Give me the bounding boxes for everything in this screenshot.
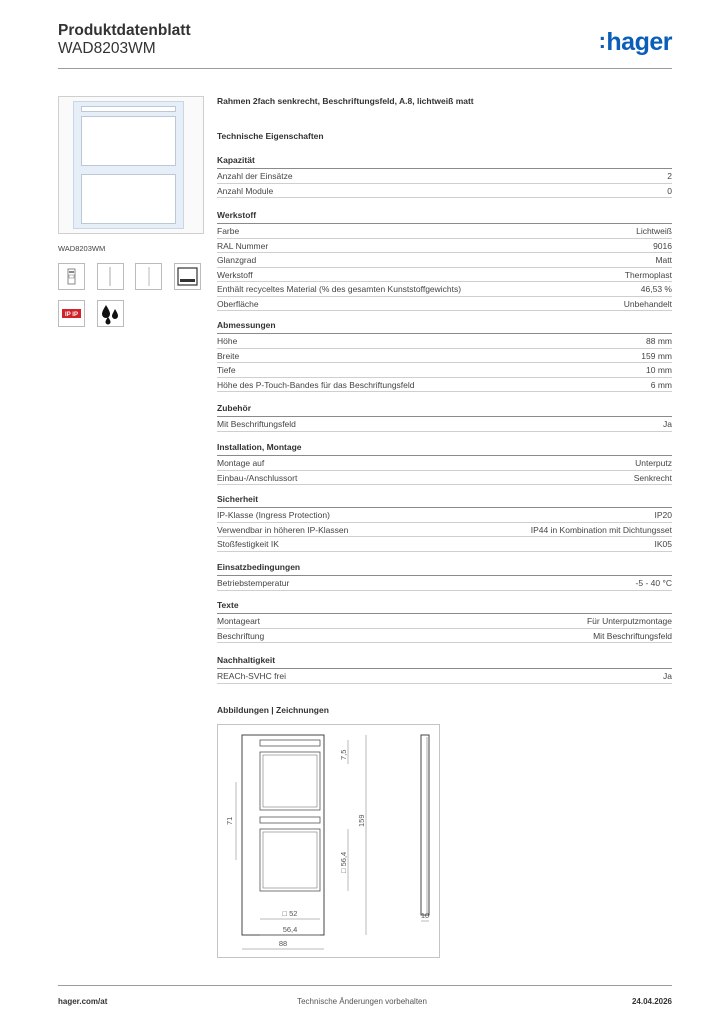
dim-label-88: 88 — [278, 939, 288, 948]
property-row — [217, 471, 672, 486]
hager-logo — [599, 28, 672, 57]
property-label: Stoßfestigkeit IK — [217, 539, 279, 549]
logo-colon-icon: : — [598, 28, 606, 53]
section-title: Kapazität — [217, 155, 672, 169]
property-value: 2 — [667, 171, 672, 181]
section-8 — [217, 655, 672, 684]
property-value: 6 mm — [650, 379, 672, 390]
property-label: IP-Klasse (Ingress Protection) — [217, 510, 330, 520]
property-value: Für Unterputzmontage — [586, 616, 672, 626]
section-3 — [217, 403, 672, 432]
section-1 — [217, 210, 672, 311]
property-row — [217, 537, 672, 552]
property-row — [217, 239, 672, 254]
property-label: Enthält recyceltes Material (% des gesamten Kunststoffgewichts) — [217, 284, 462, 294]
property-value: 0 — [667, 185, 672, 196]
property-value: 88 mm — [646, 336, 672, 346]
property-label: Höhe — [217, 336, 238, 346]
footer-divider — [58, 985, 672, 986]
property-row — [217, 669, 672, 684]
property-row — [217, 614, 672, 629]
water-drops-icon — [97, 300, 124, 327]
property-label: Tiefe — [217, 365, 236, 375]
property-label: Breite — [217, 350, 240, 361]
property-row — [217, 378, 672, 393]
dimension-drawing — [218, 725, 441, 959]
section-title: Sicherheit — [217, 494, 672, 508]
property-row — [217, 417, 672, 432]
side-view-icon[interactable] — [97, 263, 124, 290]
property-label: Montage auf — [217, 458, 265, 468]
product-image-caption: WAD8203WM — [58, 244, 106, 253]
property-value: Unbehandelt — [623, 298, 672, 309]
section-0 — [217, 155, 672, 198]
property-label: Anzahl der Einsätze — [217, 171, 293, 181]
property-row — [217, 508, 672, 523]
property-value: IK05 — [654, 539, 672, 549]
lower-opening — [81, 174, 176, 224]
section-title: Werkstoff — [217, 210, 672, 224]
property-row — [217, 363, 672, 378]
property-row — [217, 456, 672, 471]
property-row — [217, 334, 672, 349]
section-title: Nachhaltigkeit — [217, 655, 672, 669]
property-value: Lichtweiß — [636, 226, 672, 236]
footer-website: hager.com/at — [58, 997, 108, 1006]
dim-label-7-5: 7,5 — [339, 749, 348, 760]
footer-date: 24.04.2026 — [631, 997, 672, 1006]
property-value: Senkrecht — [633, 472, 672, 483]
property-value: IP20 — [654, 510, 672, 520]
property-label: Betriebstemperatur — [217, 578, 290, 588]
dim-label-56-4-horizontal: 56,4 — [282, 925, 298, 934]
property-label: Verwendbar in höheren IP-Klassen — [217, 524, 349, 535]
property-row — [217, 349, 672, 364]
property-label: Montageart — [217, 616, 260, 626]
property-value: Thermoplast — [624, 269, 672, 280]
property-row — [217, 282, 672, 297]
property-value: 46,53 % — [640, 284, 672, 294]
property-label: Mit Beschriftungsfeld — [217, 419, 296, 429]
property-label: Anzahl Module — [217, 185, 274, 196]
section-5 — [217, 494, 672, 552]
property-label: Beschriftung — [217, 630, 265, 641]
header-divider — [58, 68, 672, 69]
property-row — [217, 253, 672, 268]
property-value: 10 mm — [646, 365, 672, 375]
edge-view-icon[interactable] — [135, 263, 162, 290]
label-strip — [81, 106, 176, 112]
property-value: Ja — [663, 419, 672, 429]
property-value: 9016 — [653, 240, 672, 251]
section-title: Installation, Montage — [217, 442, 672, 456]
property-row — [217, 576, 672, 591]
product-image — [58, 96, 204, 234]
dim-label-159: 159 — [357, 814, 366, 827]
property-row — [217, 224, 672, 239]
footer-disclaimer: Technische Änderungen vorbehalten — [297, 997, 427, 1006]
property-label: Einbau-/Anschlussort — [217, 472, 298, 483]
label-field-icon[interactable] — [174, 263, 201, 290]
front-view-icon[interactable] — [58, 263, 85, 290]
property-label: REACh-SVHC frei — [217, 671, 286, 681]
property-label: RAL Nummer — [217, 240, 269, 251]
property-value: Matt — [655, 255, 672, 265]
document-title: Produktdatenblatt — [58, 22, 191, 39]
property-value: Ja — [663, 671, 672, 681]
section-2 — [217, 320, 672, 392]
property-value: Mit Beschriftungsfeld — [593, 630, 672, 641]
product-description: Rahmen 2fach senkrecht, Beschriftungsfeld, A.8, lichtweiß matt — [217, 96, 474, 106]
property-label: Farbe — [217, 226, 240, 236]
property-label: Glanzgrad — [217, 255, 257, 265]
section-title: Texte — [217, 600, 672, 614]
property-row — [217, 268, 672, 283]
property-row — [217, 629, 672, 644]
property-value: Unterputz — [635, 458, 672, 468]
product-code: WAD8203WM — [58, 40, 156, 57]
svg-text:IP IP: IP IP — [65, 312, 78, 318]
property-row — [217, 169, 672, 184]
section-title: Zubehör — [217, 403, 672, 417]
dim-label-71: 71 — [225, 816, 234, 825]
dim-label-56-4-vertical: □ 56,4 — [339, 851, 348, 873]
ip-rating-icon — [58, 300, 85, 327]
dim-label-10: 10 — [420, 911, 430, 920]
property-label: Werkstoff — [217, 269, 253, 280]
property-label: Oberfläche — [217, 298, 259, 309]
property-value: -5 - 40 °C — [635, 578, 672, 588]
section-title: Abmessungen — [217, 320, 672, 334]
technical-drawing — [217, 724, 440, 958]
property-row — [217, 523, 672, 538]
frame-illustration — [73, 101, 184, 229]
section-6 — [217, 562, 672, 591]
technical-properties-heading: Technische Eigenschaften — [217, 131, 324, 141]
property-value: IP44 in Kombination mit Dichtungsset — [530, 524, 672, 535]
section-4 — [217, 442, 672, 485]
property-row — [217, 184, 672, 199]
section-7 — [217, 600, 672, 643]
drawings-heading: Abbildungen | Zeichnungen — [217, 705, 329, 715]
logo-text: hager — [606, 28, 672, 56]
property-row — [217, 297, 672, 312]
dim-label-52: □ 52 — [282, 909, 298, 918]
upper-opening — [81, 116, 176, 166]
property-value: 159 mm — [641, 350, 672, 361]
property-label: Höhe des P-Touch-Bandes für das Beschriftungsfeld — [217, 379, 415, 390]
section-title: Einsatzbedingungen — [217, 562, 672, 576]
